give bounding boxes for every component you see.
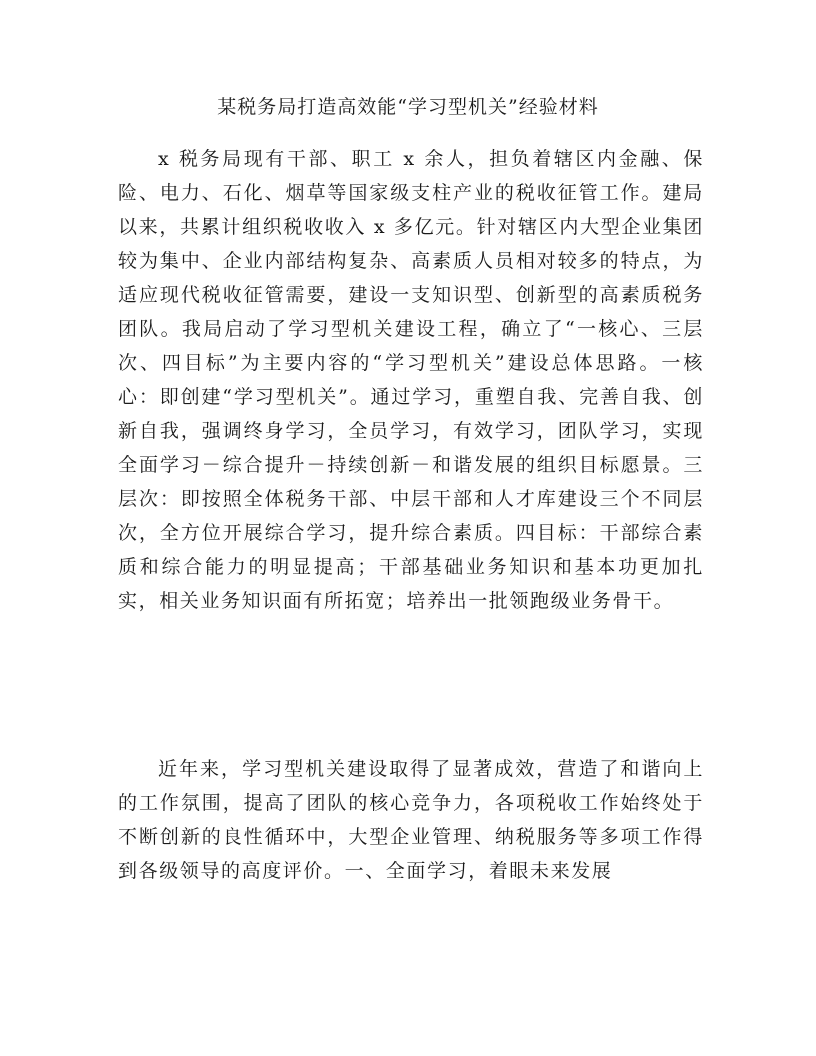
- body-paragraph-1: x 税务局现有干部、职工 x 余人，担负着辖区内金融、保险、电力、石化、烟草等国家级支柱产业的税收征管工作。建局以来，共累计组织税收收入 x 多亿元。针对辖区内大型企业集团较为集中、企业内部结构复杂、高素质人员相对较多的特点，为适应现代税收征管需要，建设一支知识型、创新型的高素质税务团队。我局启动了学习型机关建设工程，确立了“一核心、三层次、四目标”为主要内容的“学习型机关”建设总体思路。一核心：即创建“学习型机关”。通过学习，重塑自我、完善自我、创新自我，强调终身学习，全员学习，有效学习，团队学习，实现全面学习－综合提升－持续创新－和谐发展的组织目标愿景。三层次：即按照全体税务干部、中层干部和人才库建设三个不同层次，全方位开展综合学习，提升综合素质。四目标：干部综合素质和综合能力的明显提高；干部基础业务知识和基本功更加扎实，相关业务知识面有所拓宽；培养出一批领跑级业务骨干。: [118, 148, 704, 612]
- document-title: 某税务局打造高效能“学习型机关”经验材料: [217, 96, 599, 118]
- body-paragraph-2: 近年来，学习型机关建设取得了显著成效，营造了和谐向上的工作氛围，提高了团队的核心竞争力，各项税收工作始终处于不断创新的良性循环中，大型企业管理、纳税服务等多项工作得到各级领导的高度评价。一、全面学习，着眼未来发展: [118, 758, 704, 882]
